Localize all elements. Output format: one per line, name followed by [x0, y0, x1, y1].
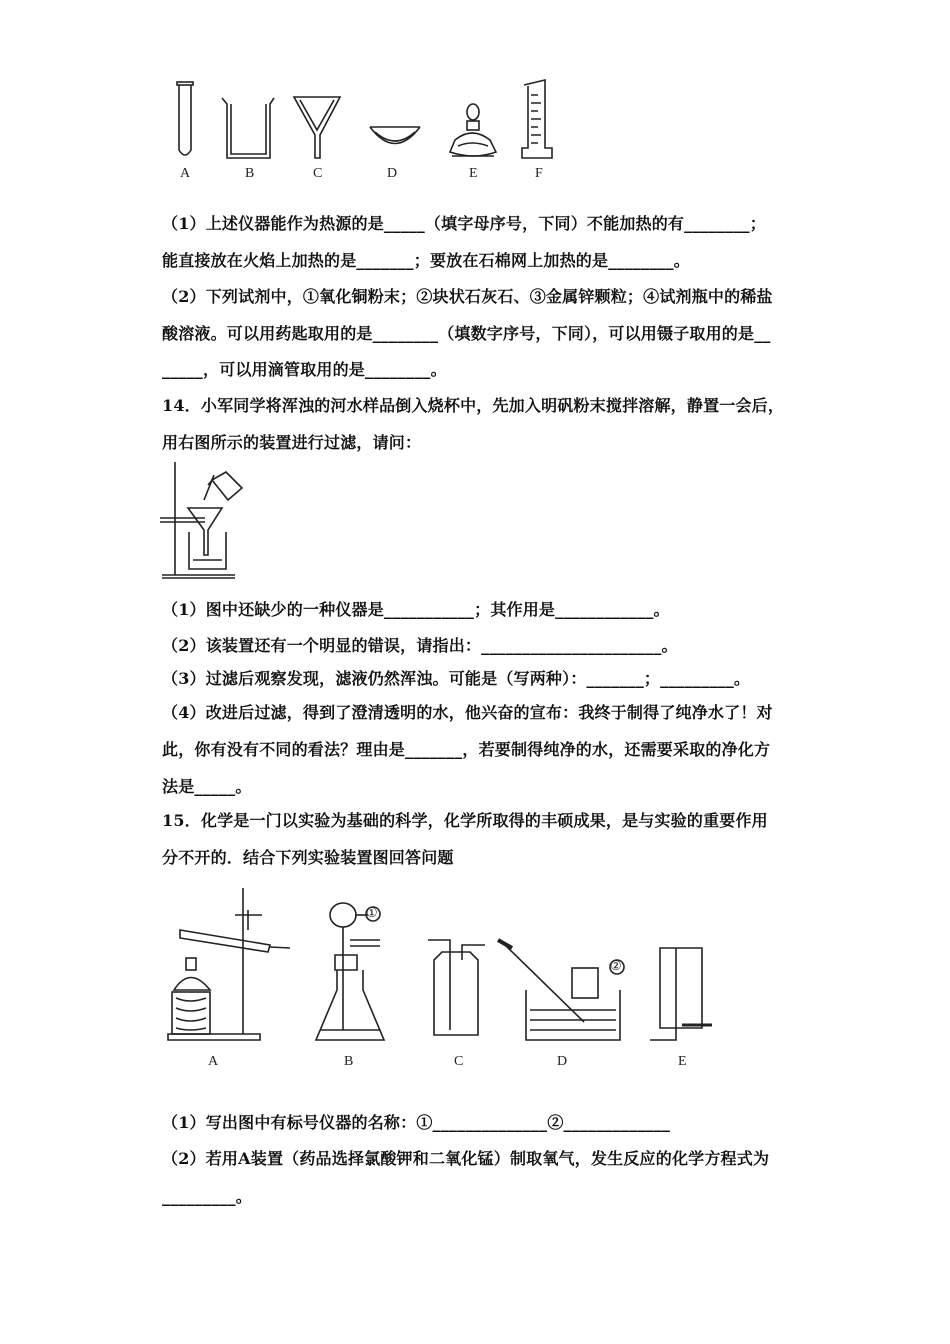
figure1-label-c: C: [313, 166, 323, 181]
q14-part4-line2: 此，你有没有不同的看法？理由是_______，若要制得纯净的水，还需要采取的净化方: [162, 740, 771, 759]
q14-part2: （2）该装置还有一个明显的错误，请指出：______________________。: [162, 636, 678, 655]
figure2-label-b: B: [344, 1054, 354, 1069]
figure2-marker-1: ①: [366, 905, 378, 920]
q13-part1-line2: 能直接放在火焰上加热的是_______；要放在石棉网上加热的是________。: [162, 251, 691, 270]
alcohol-lamp-drawing: [450, 104, 496, 156]
figure1-label-d: D: [387, 166, 398, 181]
graduated-cylinder-drawing: [522, 80, 552, 158]
q15-stem-line2: 分不开的．结合下列实验装置图回答问题: [162, 848, 454, 867]
figure1-label-e: E: [469, 166, 478, 181]
funnel-drawing: [294, 97, 340, 158]
q15-part2-line1: （2）若用A装置（药品选择氯酸钾和二氧化锰）制取氧气，发生反应的化学方程式为: [162, 1149, 770, 1168]
q14-part3: （3）过滤后观察发现，滤液仍然浑浊。可能是（写两种）：_______；_________。: [162, 669, 751, 688]
figure1-label-a: A: [180, 166, 191, 181]
q13-part2-line2: 酸溶液。可以用药匙取用的是________（填数字序号，下同），可以用镊子取用的是__: [162, 324, 771, 343]
figure2-marker-2: ②: [610, 958, 622, 973]
q14-stem-line1: 14．小军同学将浑浊的河水样品倒入烧杯中，先加入明矾粉末搅拌溶解，静置一会后，: [162, 396, 785, 415]
q14-stem-line2: 用右图所示的装置进行过滤，请问：: [162, 433, 422, 452]
q15-stem-line1: 15．化学是一门以实验为基础的科学，化学所取得的丰硕成果，是与实验的重要作用: [162, 811, 768, 830]
q14-part4-line1: （4）改进后过滤，得到了澄清透明的水，他兴奋的宣布：我终于制得了纯净水了！对: [162, 703, 773, 722]
q13-part2-line1: （2）下列试剂中，①氧化铜粉末；②块状石灰石、③金属锌颗粒；④试剂瓶中的稀盐: [162, 287, 773, 306]
beaker-drawing: [222, 98, 274, 158]
q13-part1-line1: （1）上述仪器能作为热源的是_____（填字母序号，下同）不能加热的有________；: [162, 214, 766, 233]
apparatus-c-drawing: [428, 940, 485, 1035]
q15-part1: （1）写出图中有标号仪器的名称：①______________②_____________: [162, 1113, 671, 1132]
apparatus-d-drawing: [498, 940, 624, 1040]
figure2-label-e: E: [678, 1054, 687, 1069]
apparatus-b-drawing: [316, 903, 384, 1040]
figure1-label-f: F: [535, 166, 543, 181]
q14-part1: （1）图中还缺少的一种仪器是___________；其作用是____________。: [162, 600, 670, 619]
q13-part2-line3: _____，可以用滴管取用的是________。: [162, 360, 447, 379]
evaporating-dish-drawing: [370, 127, 420, 144]
apparatus-e-drawing: [650, 948, 712, 1040]
figure2-label-d: D: [557, 1054, 568, 1069]
figure1-label-b: B: [245, 166, 255, 181]
figure2-label-c: C: [454, 1054, 464, 1069]
apparatus-a-drawing: [168, 888, 290, 1040]
test-tube-drawing: [177, 82, 193, 155]
q14-part4-line3: 法是_____。: [162, 777, 252, 796]
figure2-label-a: A: [208, 1054, 219, 1069]
q15-part2-line2: _________。: [162, 1187, 252, 1206]
